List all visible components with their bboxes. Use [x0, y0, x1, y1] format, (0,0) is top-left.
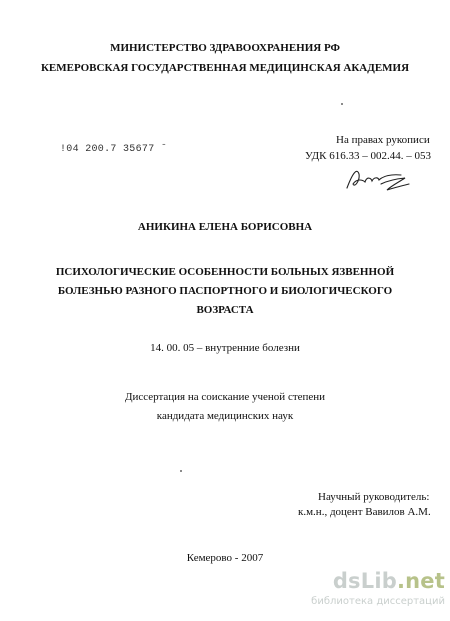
handwritten-signature — [343, 166, 413, 194]
degree-name: кандидата медицинских наук — [156, 410, 294, 422]
dslib-logo — [270, 570, 445, 592]
specialty-code: 14. 00. 05 – внутренние болезни — [150, 342, 300, 354]
udk-code: УДК 616.33 – 002.44. – 053 — [305, 150, 432, 162]
logo-tld: .net — [396, 569, 445, 593]
supervisor-name: к.м.н., доцент Вавилов А.М. — [298, 506, 431, 518]
supervisor-label: Научный руководитель: — [318, 491, 430, 503]
dissertation-purpose: Диссертация на соискание ученой степени — [124, 391, 326, 403]
library-stamp-number: !04 200.7 35677 ˉ — [60, 144, 168, 155]
speck-mark — [180, 470, 182, 472]
dissertation-title-line-1: ПСИХОЛОГИЧЕСКИЕ ОСОБЕННОСТИ БОЛЬНЫХ ЯЗВЕННОЙ — [55, 266, 395, 278]
watermark-subtitle: библиотека диссертаций — [311, 596, 445, 607]
city-year: Кемерово - 2007 — [186, 552, 264, 564]
dissertation-title-line-3: ВОЗРАСТА — [196, 304, 254, 316]
manuscript-rights: На правах рукописи — [336, 134, 430, 146]
ministry-heading: МИНИСТЕРСТВО ЗДРАВООХРАНЕНИЯ РФ — [110, 42, 340, 54]
dslib-watermark[interactable] — [270, 570, 445, 618]
academy-heading: КЕМЕРОВСКАЯ ГОСУДАРСТВЕННАЯ МЕДИЦИНСКАЯ АКАДЕМИЯ — [40, 62, 410, 74]
author-name: АНИКИНА ЕЛЕНА БОРИСОВНА — [137, 221, 313, 233]
speck-mark — [341, 103, 343, 105]
logo-main: dsLib — [332, 569, 397, 593]
dissertation-title-line-2: БОЛЕЗНЬЮ РАЗНОГО ПАСПОРТНОГО И БИОЛОГИЧЕСКОГО — [57, 285, 393, 297]
